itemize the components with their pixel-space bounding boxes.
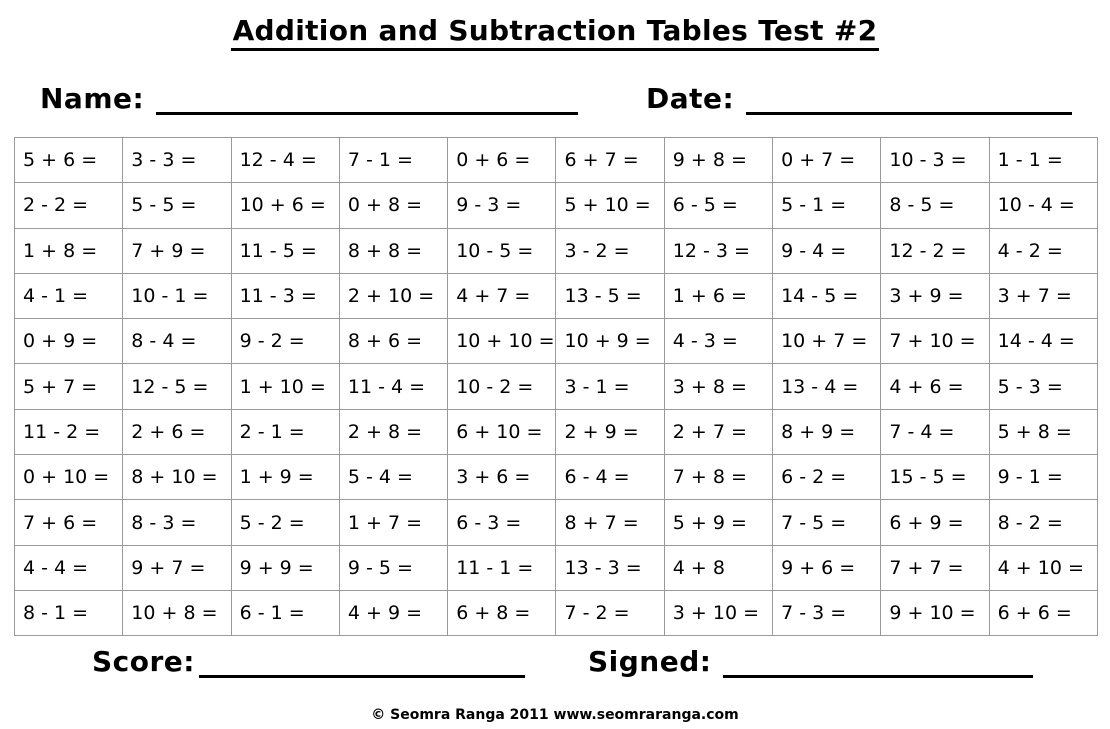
problem-cell[interactable]: 9 - 1 = xyxy=(989,455,1097,500)
problem-cell[interactable]: 4 - 1 = xyxy=(15,273,123,318)
table-row xyxy=(15,455,1098,500)
date-label: Date: xyxy=(646,82,735,115)
problem-cell[interactable]: 4 + 10 = xyxy=(989,545,1097,590)
table-row xyxy=(15,319,1098,364)
problem-cell[interactable]: 0 + 6 = xyxy=(448,138,556,183)
problem-cell[interactable]: 10 + 9 = xyxy=(556,319,664,364)
problem-cell[interactable]: 0 + 7 = xyxy=(773,138,881,183)
problem-cell[interactable]: 7 - 1 = xyxy=(339,138,447,183)
table-row xyxy=(15,364,1098,409)
problem-cell[interactable]: 10 - 5 = xyxy=(448,228,556,273)
problem-cell[interactable]: 3 + 7 = xyxy=(989,273,1097,318)
problem-cell[interactable]: 10 + 10 = xyxy=(448,319,556,364)
problem-cell[interactable]: 10 + 6 = xyxy=(231,183,339,228)
date-field xyxy=(646,82,1072,115)
problem-cell[interactable]: 4 + 7 = xyxy=(448,273,556,318)
problem-cell[interactable]: 4 + 6 = xyxy=(881,364,989,409)
problem-cell[interactable]: 1 + 7 = xyxy=(339,500,447,545)
problem-cell[interactable]: 7 - 5 = xyxy=(773,500,881,545)
date-blank-line[interactable] xyxy=(746,82,1072,115)
problem-cell[interactable]: 5 + 8 = xyxy=(989,409,1097,454)
problem-cell[interactable]: 1 + 10 = xyxy=(231,364,339,409)
problem-cell[interactable]: 3 - 3 = xyxy=(123,138,231,183)
problem-cell[interactable]: 11 - 4 = xyxy=(339,364,447,409)
problem-cell[interactable]: 2 + 10 = xyxy=(339,273,447,318)
problem-cell[interactable]: 10 - 2 = xyxy=(448,364,556,409)
problem-cell[interactable]: 9 - 5 = xyxy=(339,545,447,590)
table-row xyxy=(15,590,1098,635)
problem-cell[interactable]: 5 - 5 = xyxy=(123,183,231,228)
signed-label: Signed: xyxy=(588,645,712,678)
problem-cell[interactable]: 9 + 10 = xyxy=(881,590,989,635)
problem-cell[interactable]: 8 + 10 = xyxy=(123,455,231,500)
problem-cell[interactable]: 10 - 1 = xyxy=(123,273,231,318)
problem-cell[interactable]: 7 + 7 = xyxy=(881,545,989,590)
problem-cell[interactable]: 5 - 2 = xyxy=(231,500,339,545)
problem-cell[interactable]: 8 + 8 = xyxy=(339,228,447,273)
problem-cell[interactable]: 3 + 9 = xyxy=(881,273,989,318)
problem-cell[interactable]: 2 - 2 = xyxy=(15,183,123,228)
problem-cell[interactable]: 8 - 2 = xyxy=(989,500,1097,545)
name-field xyxy=(40,82,578,115)
problem-cell[interactable]: 9 + 6 = xyxy=(773,545,881,590)
problem-cell[interactable]: 5 + 7 = xyxy=(15,364,123,409)
problem-cell[interactable]: 11 - 3 = xyxy=(231,273,339,318)
problem-cell[interactable]: 10 + 8 = xyxy=(123,590,231,635)
problem-cell[interactable]: 1 + 9 = xyxy=(231,455,339,500)
problem-cell[interactable]: 13 - 3 = xyxy=(556,545,664,590)
problem-cell[interactable]: 7 + 10 = xyxy=(881,319,989,364)
problem-cell[interactable]: 6 - 2 = xyxy=(773,455,881,500)
problem-cell[interactable]: 1 + 6 = xyxy=(664,273,772,318)
problem-cell[interactable]: 9 + 9 = xyxy=(231,545,339,590)
problem-cell[interactable]: 5 - 4 = xyxy=(339,455,447,500)
score-label: Score: xyxy=(92,645,195,678)
problem-cell[interactable]: 6 - 3 = xyxy=(448,500,556,545)
problem-cell[interactable]: 2 + 7 = xyxy=(664,409,772,454)
score-blank-line[interactable] xyxy=(199,645,525,678)
problem-cell[interactable]: 13 - 5 = xyxy=(556,273,664,318)
problem-cell[interactable]: 8 - 5 = xyxy=(881,183,989,228)
table-row xyxy=(15,183,1098,228)
problem-cell[interactable]: 12 - 2 = xyxy=(881,228,989,273)
problems-table xyxy=(14,137,1098,636)
problem-cell[interactable]: 2 + 6 = xyxy=(123,409,231,454)
score-field xyxy=(92,645,525,678)
problem-cell[interactable]: 3 - 2 = xyxy=(556,228,664,273)
signed-blank-line[interactable] xyxy=(723,645,1033,678)
problem-cell[interactable]: 12 - 5 = xyxy=(123,364,231,409)
problem-cell[interactable]: 8 + 7 = xyxy=(556,500,664,545)
problem-cell[interactable]: 2 + 8 = xyxy=(339,409,447,454)
problem-cell[interactable]: 8 - 1 = xyxy=(15,590,123,635)
problem-cell[interactable]: 13 - 4 = xyxy=(773,364,881,409)
problem-cell[interactable]: 6 - 4 = xyxy=(556,455,664,500)
problem-cell[interactable]: 11 - 2 = xyxy=(15,409,123,454)
problem-cell[interactable]: 6 + 6 = xyxy=(989,590,1097,635)
problem-cell[interactable]: 9 - 3 = xyxy=(448,183,556,228)
problem-cell[interactable]: 0 + 10 = xyxy=(15,455,123,500)
table-row xyxy=(15,138,1098,183)
problem-cell[interactable]: 11 - 1 = xyxy=(448,545,556,590)
problem-cell[interactable]: 4 + 9 = xyxy=(339,590,447,635)
problem-cell[interactable]: 2 + 9 = xyxy=(556,409,664,454)
problem-cell[interactable]: 10 + 7 = xyxy=(773,319,881,364)
problem-cell[interactable]: 4 + 8 xyxy=(664,545,772,590)
problem-cell[interactable]: 6 + 7 = xyxy=(556,138,664,183)
problem-cell[interactable]: 6 + 10 = xyxy=(448,409,556,454)
problem-cell[interactable]: 3 + 6 = xyxy=(448,455,556,500)
problem-cell[interactable]: 0 + 9 = xyxy=(15,319,123,364)
problem-cell[interactable]: 10 - 4 = xyxy=(989,183,1097,228)
problem-cell[interactable]: 7 - 4 = xyxy=(881,409,989,454)
problem-cell[interactable]: 10 - 3 = xyxy=(881,138,989,183)
problem-cell[interactable]: 9 - 2 = xyxy=(231,319,339,364)
problem-cell[interactable]: 4 - 2 = xyxy=(989,228,1097,273)
problem-cell[interactable]: 9 + 7 = xyxy=(123,545,231,590)
problem-cell[interactable]: 14 - 4 = xyxy=(989,319,1097,364)
problem-cell[interactable]: 8 + 6 = xyxy=(339,319,447,364)
table-row xyxy=(15,273,1098,318)
problem-cell[interactable]: 9 + 8 = xyxy=(664,138,772,183)
problem-cell[interactable]: 7 + 8 = xyxy=(664,455,772,500)
worksheet-title-wrap xyxy=(0,14,1110,47)
problem-cell[interactable]: 3 - 1 = xyxy=(556,364,664,409)
problem-cell[interactable]: 11 - 5 = xyxy=(231,228,339,273)
problem-cell[interactable]: 5 + 9 = xyxy=(664,500,772,545)
problem-cell[interactable]: 9 - 4 = xyxy=(773,228,881,273)
copyright-footer: © Seomra Ranga 2011 www.seomraranga.com xyxy=(371,707,739,723)
problem-cell[interactable]: 1 - 1 = xyxy=(989,138,1097,183)
problem-cell[interactable]: 7 + 9 = xyxy=(123,228,231,273)
problem-cell[interactable]: 7 - 3 = xyxy=(773,590,881,635)
problem-cell[interactable]: 5 + 6 = xyxy=(15,138,123,183)
problem-cell[interactable]: 8 + 9 = xyxy=(773,409,881,454)
problems-table-body xyxy=(15,138,1098,636)
table-row xyxy=(15,228,1098,273)
table-row xyxy=(15,500,1098,545)
problem-cell[interactable]: 15 - 5 = xyxy=(881,455,989,500)
problem-cell[interactable]: 1 + 8 = xyxy=(15,228,123,273)
problem-cell[interactable]: 8 - 4 = xyxy=(123,319,231,364)
problem-cell[interactable]: 8 - 3 = xyxy=(123,500,231,545)
problem-cell[interactable]: 6 - 5 = xyxy=(664,183,772,228)
problem-cell[interactable]: 12 - 3 = xyxy=(664,228,772,273)
problem-cell[interactable]: 4 - 3 = xyxy=(664,319,772,364)
problem-cell[interactable]: 7 + 6 = xyxy=(15,500,123,545)
problem-cell[interactable]: 3 + 10 = xyxy=(664,590,772,635)
problem-cell[interactable]: 6 + 9 = xyxy=(881,500,989,545)
table-row xyxy=(15,545,1098,590)
problem-cell[interactable]: 5 - 3 = xyxy=(989,364,1097,409)
problem-cell[interactable]: 0 + 8 = xyxy=(339,183,447,228)
problem-cell[interactable]: 2 - 1 = xyxy=(231,409,339,454)
problem-cell[interactable]: 6 - 1 = xyxy=(231,590,339,635)
problem-cell[interactable]: 14 - 5 = xyxy=(773,273,881,318)
problem-cell[interactable]: 6 + 8 = xyxy=(448,590,556,635)
table-row xyxy=(15,409,1098,454)
problem-cell[interactable]: 5 + 10 = xyxy=(556,183,664,228)
problem-cell[interactable]: 5 - 1 = xyxy=(773,183,881,228)
problem-cell[interactable]: 3 + 8 = xyxy=(664,364,772,409)
problem-cell[interactable]: 7 - 2 = xyxy=(556,590,664,635)
problem-cell[interactable]: 12 - 4 = xyxy=(231,138,339,183)
name-blank-line[interactable] xyxy=(156,82,578,115)
name-label: Name: xyxy=(40,82,145,115)
problem-cell[interactable]: 4 - 4 = xyxy=(15,545,123,590)
signed-field xyxy=(588,645,1033,678)
worksheet-title: Addition and Subtraction Tables Test #2 xyxy=(231,14,880,51)
